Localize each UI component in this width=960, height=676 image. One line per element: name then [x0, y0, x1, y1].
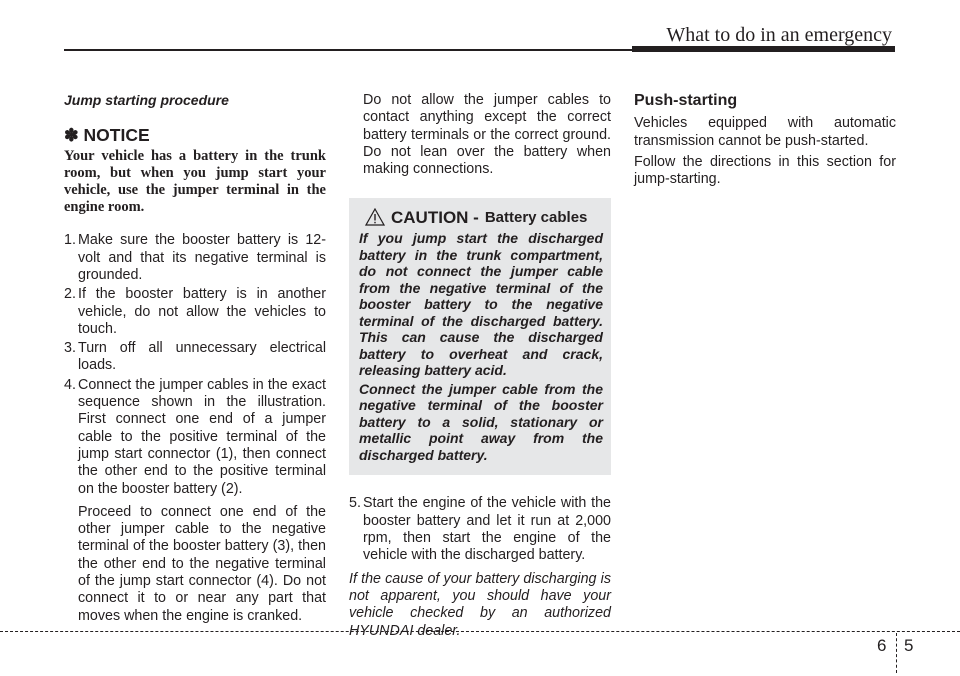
step-number: 4.	[64, 376, 76, 393]
steps-list	[64, 232, 326, 497]
caution-paragraph: If you jump start the discharged battery in the trunk compartment, do not connect the jumper cable from the negative terminal of the booster battery to the negative terminal of the discharged battery. This can cause the discharged battery to overheat and crack, releasing battery acid.	[359, 230, 603, 379]
warning-triangle-icon	[365, 208, 385, 226]
header-title: What to do in an emergency	[666, 24, 892, 46]
step-item	[64, 340, 326, 375]
step-text: If the booster battery is in another vehicle, do not allow the vehicles to touch.	[78, 286, 326, 337]
caution-label: CAUTION -	[391, 207, 479, 227]
paragraph: Follow the directions in this section for jump-starting.	[634, 153, 896, 188]
page-number: 5	[904, 636, 914, 655]
step-item	[64, 232, 326, 284]
caution-paragraph: Connect the jumper cable from the negative terminal of the booster battery to a solid, stationary or metallic point away from the discharged battery.	[359, 380, 603, 463]
step-number: 3.	[64, 340, 76, 357]
step-item	[64, 377, 326, 498]
intro-paragraph: Do not allow the jumper cables to contact anything except the correct battery terminals or the correct ground. Do not lean over the battery when making connections.	[363, 92, 611, 178]
step-item	[64, 286, 326, 338]
page-number-divider	[896, 633, 897, 673]
dealer-note: If the cause of your battery discharging is not apparent, you should have your vehicle checked by an authorized HYUNDAI dealer.	[349, 570, 611, 639]
caution-heading	[359, 208, 603, 226]
step-item	[349, 495, 611, 564]
footer-rule	[0, 631, 960, 632]
notice-body: Your vehicle has a battery in the trunk room, but when you jump start your vehicle, use the jumper terminal in the engine room.	[64, 147, 326, 216]
chapter-number: 6	[877, 636, 887, 655]
column-middle	[349, 92, 611, 640]
header-rule-accent	[632, 46, 895, 52]
step-text: Connect the jumper cables in the exact sequence shown in the illustration. First connect one end of a jumper cable to the positive terminal of the jump start connector (1), then connect the other end to the positive terminal on the booster battery (2).	[78, 376, 326, 497]
section-title: Push-starting	[634, 92, 738, 109]
caution-subject: Battery cables	[484, 208, 588, 226]
step-text: Turn off all unnecessary electrical loads.	[78, 340, 326, 374]
step-number: 1.	[64, 232, 76, 249]
step-text: Make sure the booster battery is 12-volt and that its negative terminal is grounded.	[78, 232, 326, 283]
step-number: 2.	[64, 286, 76, 303]
step-number: 5.	[349, 495, 361, 512]
step-text: Start the engine of the vehicle with the booster battery and let it run at 2,000 rpm, then start the engine of the vehicle with the discharged battery.	[363, 495, 611, 564]
caution-box	[349, 198, 611, 475]
column-left	[64, 92, 326, 625]
step-continuation: Proceed to connect one end of the other jumper cable to the negative terminal of the booster battery (3), then the other end to the negative terminal of the jump start connector (4). Do not connect it to or near any part that moves when the engine is cranked.	[78, 503, 326, 624]
column-right	[634, 92, 896, 192]
paragraph: Vehicles equipped with automatic transmission cannot be push-started.	[634, 115, 896, 149]
notice-title: ✽ NOTICE	[64, 125, 150, 146]
procedure-subhead: Jump starting procedure	[64, 92, 229, 108]
